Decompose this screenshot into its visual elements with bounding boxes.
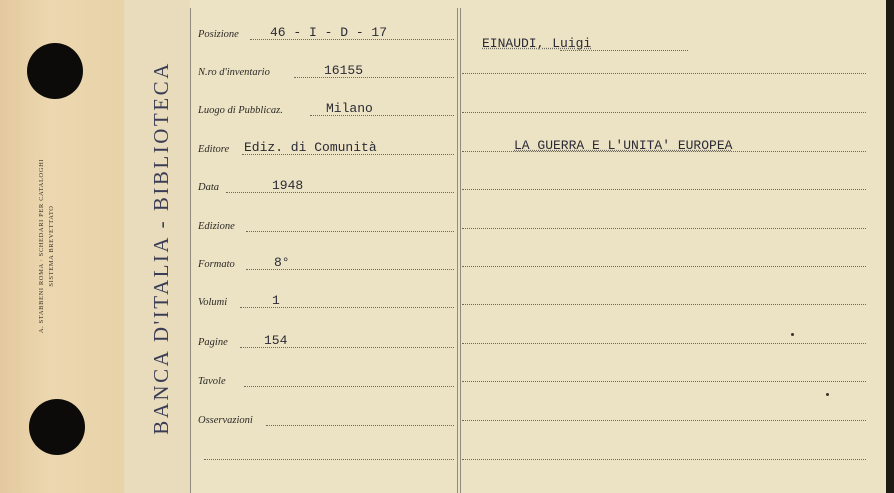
field-dots — [226, 192, 454, 193]
printer-imprint — [37, 96, 67, 396]
field-data — [198, 175, 454, 195]
field-pagine — [198, 330, 454, 350]
printer-line-2: SISTEMA BREVETTATO — [48, 205, 55, 287]
field-value: 1948 — [272, 178, 304, 193]
field-value: Ediz. di Comunità — [244, 140, 377, 155]
field-dots — [266, 425, 454, 426]
field-posizione — [198, 22, 454, 42]
author-line — [560, 50, 688, 51]
field-value: 154 — [264, 333, 288, 348]
field-value: 1 — [272, 293, 280, 308]
field-dots — [244, 386, 454, 387]
ruled-line — [462, 73, 866, 74]
field-luogo — [198, 98, 454, 118]
field-value: 8° — [274, 255, 290, 270]
field-volumi — [198, 290, 454, 310]
field-osservazioni — [198, 408, 454, 428]
field-edizione — [198, 214, 454, 234]
ruled-line — [462, 266, 866, 267]
field-label: Data — [198, 182, 219, 193]
ink-speck — [791, 333, 794, 336]
field-label: Editore — [198, 144, 230, 155]
ruled-line — [462, 459, 866, 460]
ruled-line — [462, 112, 866, 113]
field-value: Milano — [326, 101, 373, 116]
field-label: Osservazioni — [198, 415, 253, 426]
blank-line — [204, 459, 454, 460]
book-title: LA GUERRA E L'UNITA' EUROPEA — [514, 138, 733, 153]
library-title: BANCA D'ITALIA - BIBLIOTECA — [149, 61, 173, 435]
field-dots — [294, 77, 454, 78]
ruled-line — [462, 189, 866, 190]
punch-hole-top — [27, 43, 83, 99]
field-label: N.ro d'inventario — [198, 67, 270, 78]
ruled-line — [462, 381, 866, 382]
field-inventario — [198, 60, 454, 80]
field-formato — [198, 252, 454, 272]
center-rule-1 — [457, 8, 458, 493]
field-dots — [246, 231, 454, 232]
ruled-line — [462, 228, 866, 229]
field-label: Posizione — [198, 29, 239, 40]
ruled-line — [462, 151, 866, 152]
ruled-line — [462, 343, 866, 344]
field-label: Volumi — [198, 297, 228, 308]
ruled-line — [462, 304, 866, 305]
field-editore — [198, 137, 454, 157]
field-label: Luogo di Pubblicaz. — [198, 105, 283, 116]
left-rule — [190, 8, 191, 493]
center-rule-2 — [460, 8, 461, 493]
field-label: Tavole — [198, 376, 226, 387]
printer-line-1: A. STABBENI ROMA · SCHEDARI PER CATALOGHI — [38, 158, 45, 334]
field-value: 46 - I - D - 17 — [270, 25, 388, 40]
punch-hole-bottom — [29, 399, 85, 455]
author-name: EINAUDI, Luigi — [482, 36, 592, 51]
field-value: 16155 — [324, 63, 364, 78]
field-tavole — [198, 369, 454, 389]
field-label: Formato — [198, 259, 235, 270]
field-label: Edizione — [198, 221, 235, 232]
ink-speck — [826, 393, 829, 396]
ruled-line — [462, 420, 866, 421]
field-label: Pagine — [198, 337, 228, 348]
